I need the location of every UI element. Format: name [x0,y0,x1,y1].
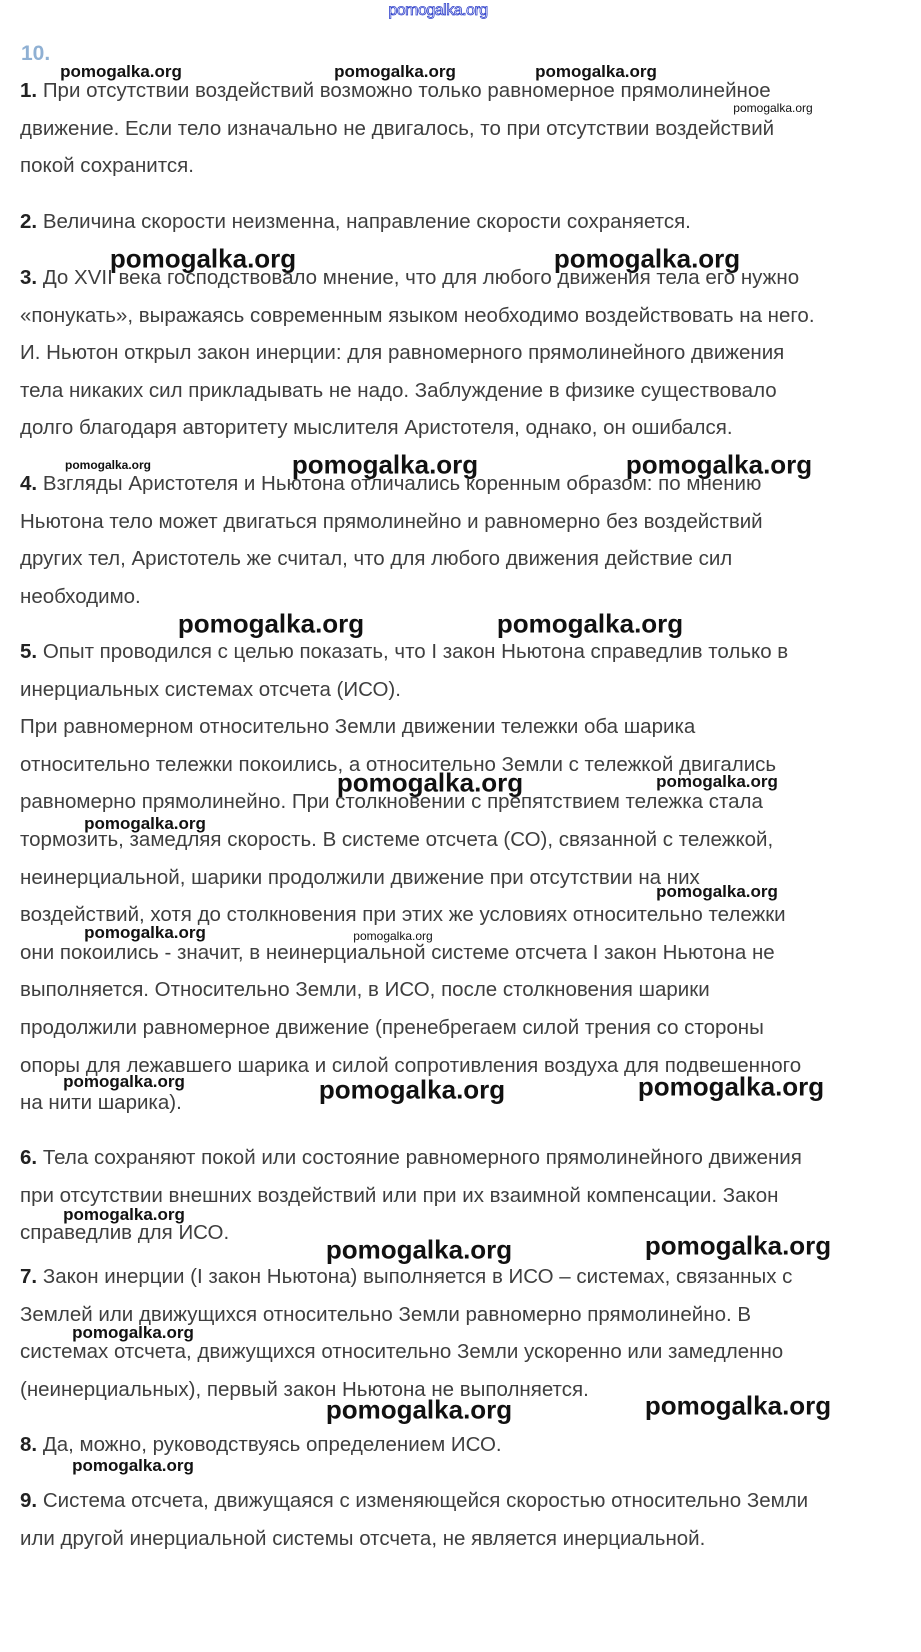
watermark: pomogalka.org [553,243,741,274]
answer-text: равномерно прямолинейно. При столкновении с препятствием тележка стала [20,790,763,814]
watermark: pomogalka.org [733,101,813,115]
answer-number: 1. [20,79,38,102]
answer-line [20,1139,802,1177]
watermark: pomogalka.org [637,1071,825,1102]
watermark: pomogalka.org [60,62,182,81]
watermark: pomogalka.org [644,1230,832,1261]
answer-number: 6. [20,1146,38,1169]
watermark: pomogalka.org [177,608,365,639]
answer-text: Взгляды Аристотеля и Ньютона отличались коренным образом: по мнению [42,472,762,495]
watermark: pomogalka.org [318,1074,506,1105]
answer-text: необходимо. [20,584,141,608]
answer-1 [20,72,774,185]
answer-text: тела никаких сил прикладывать не надо. Заблуждение в физике существовало [20,378,777,402]
answer-line [20,540,763,578]
answer-number: 9. [20,1489,38,1512]
answer-number: 5. [20,640,38,663]
watermark: pomogalka.org [656,772,778,791]
answer-line [20,409,815,447]
answer-text: воздействий, хотя до столкновения при этих же условиях относительно тележки [20,903,786,927]
watermark: pomogalka.org [84,923,206,942]
answer-text: Система отсчета, движущаяся с изменяющейся скоростью относительно Земли [42,1489,809,1512]
watermark: pomogalka.org [109,243,297,274]
answer-number: 8. [20,1433,38,1456]
answer-text: неинерциальной, шарики продолжили движение при отсутствии на них [20,865,700,889]
answer-text: При равномерном относительно Земли движении тележки оба шарика [20,715,696,739]
watermark: pomogalka.org [334,62,456,81]
watermark: pomogalka.org [496,608,684,639]
answer-3 [20,259,815,447]
answer-text: Величина скорости неизменна, направление скорости сохраняется. [42,210,691,233]
watermark: pomogalka.org [63,1205,185,1224]
answer-text: системах отсчета, движущихся относительно Земли ускоренно или замедленно [20,1340,784,1364]
answer-line [20,1520,808,1558]
answer-line [20,671,801,709]
watermark: pomogalka.org [291,449,479,480]
answer-text: инерциальных системах отсчета (ИСО). [20,677,401,701]
watermark: pomogalka.org [325,1394,513,1425]
answer-line [20,110,774,148]
answer-text: До XVII века господствовало мнение, что для любого движения тела его нужно [42,266,800,289]
watermark: pomogalka.org [63,1072,185,1091]
answer-text: относительно тележки покоились, а относительно Земли с тележкой двигались [20,752,777,776]
answer-line [20,147,774,185]
answer-line [20,503,763,541]
answer-text: опоры для лежавшего шарика и силой сопротивления воздуха для подвешенного [20,1053,802,1077]
answer-number: 7. [20,1265,38,1288]
answer-text: Опыт проводился с целью показать, что I закон Ньютона справедлив только в [42,640,789,663]
answer-line [20,971,801,1009]
watermark: pomogalka.org [64,458,152,472]
answer-line [20,203,691,241]
answer-text: Землей или движущихся относительно Земли равномерно прямолинейно. В [20,1302,752,1326]
answer-text: Да, можно, руководствуясь определением ИСО. [42,1433,502,1456]
answer-2 [20,203,691,241]
answer-text: (неинерциальных), первый закон Ньютона не выполняется. [20,1377,589,1401]
watermark: pomogalka.org [353,929,433,943]
answer-text: И. Ньютон открыл закон инерции: для равномерного прямолинейного движения [20,341,785,365]
answer-text: справедлив для ИСО. [20,1221,230,1245]
answer-line [20,334,815,372]
answer-9 [20,1482,808,1557]
watermark: pomogalka.org [336,767,524,798]
answer-text: они покоились - значит, в неинерциальной системе отсчета I закон Ньютона не [20,940,775,964]
answer-text: на нити шарика). [20,1091,182,1115]
answer-line [20,708,801,746]
answer-text: Тела сохраняют покой или состояние равномерного прямолинейного движения [42,1146,802,1169]
answer-text: «понукать», выражаясь современным языком необходимо воздействовать на него. [20,303,815,327]
watermark: pomogalka.org [72,1456,194,1475]
answer-number: 4. [20,472,38,495]
answer-line [20,1009,801,1047]
answer-line [20,372,815,410]
answer-text: Закон инерции (I закон Ньютона) выполняется в ИСО – системах, связанных с [42,1265,793,1288]
answer-number: 3. [20,266,38,289]
watermark: pomogalka.org [644,1390,832,1421]
watermark: pomogalka.org [625,449,813,480]
answer-number: 2. [20,210,38,233]
answer-text: других тел, Аристотель же считал, что для любого движения действие сил [20,547,733,571]
answer-text: движение. Если тело изначально не двигалось, то при отсутствии воздействий [20,116,775,140]
answer-5 [20,633,801,1122]
answer-4 [20,465,763,615]
answer-text: при отсутствии внешних воздействий или при их взаимной компенсации. Закон [20,1183,779,1207]
answer-text: или другой инерциальной системы отсчета, не является инерциальной. [20,1526,706,1550]
answer-line [20,633,801,671]
answer-text: Ньютона тело может двигаться прямолинейно и равномерно без воздействий [20,509,763,533]
answer-line [20,1482,808,1520]
watermark: pomogalka.org [84,814,206,833]
answer-text: покой сохранится. [20,154,194,178]
answer-text: долго благодаря авторитету мыслителя Аристотеля, однако, он ошибался. [20,416,733,440]
watermark: pomogalka.org [656,882,778,901]
watermark: pomogalka.org [325,1234,513,1265]
answer-line [20,297,815,335]
site-logo-watermark: pomogalka.org [388,2,488,19]
task-number: 10. [21,42,51,65]
watermark: pomogalka.org [72,1323,194,1342]
answer-text: тормозить, замедляя скорость. В системе отсчета (СО), связанной с тележкой, [20,827,774,851]
watermark: pomogalka.org [535,62,657,81]
answer-text: При отсутствии воздействий возможно только равномерное прямолинейное [42,79,771,102]
answer-text: продолжили равномерное движение (пренебрегаем силой трения со стороны [20,1015,764,1039]
answer-text: выполняется. Относительно Земли, в ИСО, после столкновения шарики [20,978,710,1002]
